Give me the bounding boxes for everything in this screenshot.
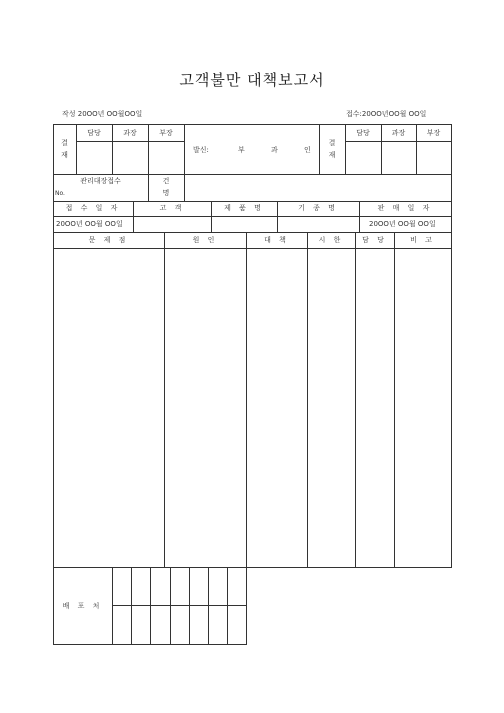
form-title: 고객불만 대책보고서 bbox=[179, 71, 325, 89]
approval-left-col-staff: 담당 bbox=[87, 129, 101, 137]
info-value-received-date[interactable]: 20OO년 OO월 OO일 bbox=[56, 220, 123, 228]
main-header-remarks: 비 고 bbox=[410, 236, 435, 244]
info-header-customer: 고 객 bbox=[159, 204, 185, 212]
approval-right-col-staff: 담당 bbox=[356, 129, 370, 137]
main-header-cause: 원 인 bbox=[192, 236, 218, 244]
approval-right-col-director: 부장 bbox=[426, 129, 441, 137]
main-header-problem: 문 제 점 bbox=[88, 236, 129, 244]
mgmt-no-label: No. bbox=[55, 190, 65, 197]
case-label-2: 명 bbox=[162, 189, 170, 197]
approval-right-label-2: 재 bbox=[328, 151, 336, 159]
main-header-countermeasure: 대 책 bbox=[264, 236, 289, 244]
case-label-1: 건 bbox=[162, 177, 170, 185]
main-header-person-in-charge: 담 당 bbox=[362, 236, 387, 244]
sender-label: 발신: bbox=[193, 146, 209, 154]
info-value-sale-date[interactable]: 20OO년 OO월 OO일 bbox=[369, 220, 436, 228]
info-header-product-name: 제 품 명 bbox=[224, 204, 264, 212]
approval-left-col-manager: 과장 bbox=[123, 129, 137, 137]
approval-left-col-director: 부장 bbox=[159, 129, 173, 137]
info-header-model-name: 기 종 명 bbox=[298, 204, 338, 212]
approval-left-label-1: 결 bbox=[61, 139, 68, 147]
sender-dept-char-3: 인 bbox=[304, 146, 311, 154]
mgmt-register-label: 관리대장접수 bbox=[80, 177, 121, 185]
sender-dept-char-1: 부 bbox=[238, 146, 245, 154]
approval-right-label-1: 결 bbox=[328, 139, 336, 147]
info-header-received-date: 접 수 일 자 bbox=[65, 204, 121, 212]
approval-right-col-manager: 과장 bbox=[391, 129, 406, 137]
sender-dept-char-2: 과 bbox=[271, 146, 278, 154]
main-header-deadline: 시 한 bbox=[318, 236, 344, 244]
created-date: 작성 20OO년 OO월OO일 bbox=[62, 110, 143, 118]
received-date: 접수:20OO년OO월 OO일 bbox=[346, 110, 427, 118]
info-header-sale-date: 판 매 일 자 bbox=[377, 204, 433, 212]
approval-left-label-2: 재 bbox=[61, 151, 68, 159]
distribution-label: 배 포 처 bbox=[62, 602, 103, 610]
